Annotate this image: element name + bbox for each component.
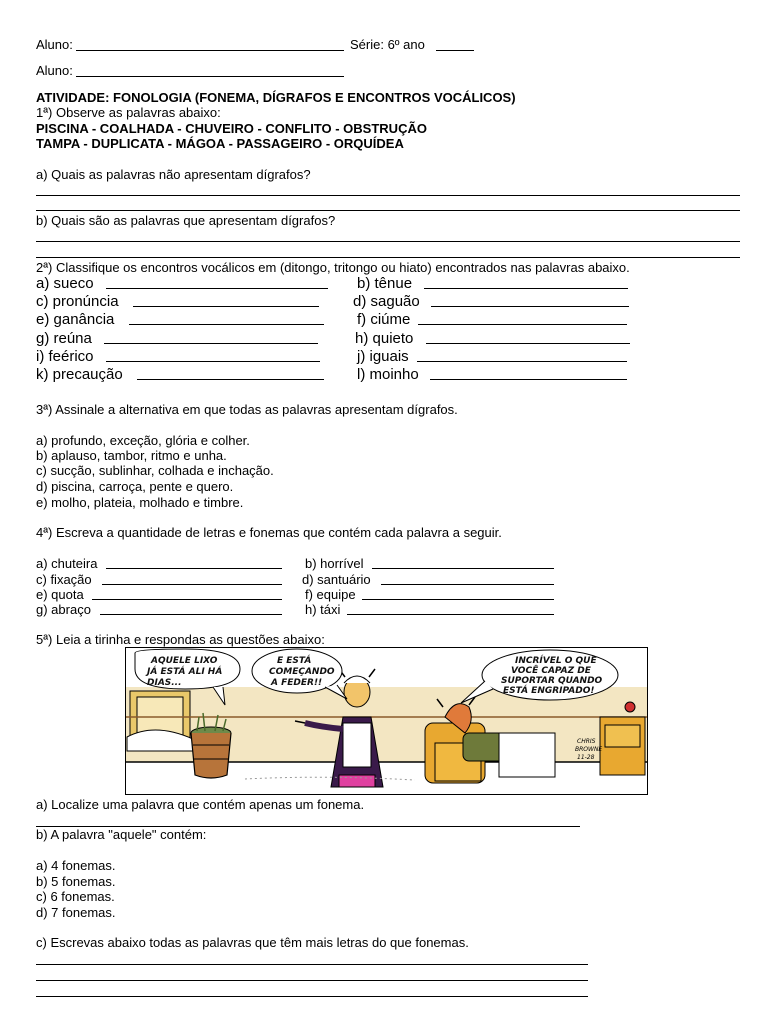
signature-line-1: CHRIS — [577, 738, 596, 745]
comic-strip — [125, 647, 648, 795]
aluno-name-field-1[interactable] — [76, 38, 344, 51]
q2-item-l — [357, 366, 419, 383]
q4-item-a: a) chuteira — [36, 556, 98, 571]
aluno-label-2: Aluno: — [36, 63, 73, 78]
q2-item-label: e) ganância — [36, 311, 115, 328]
q2-answer-j[interactable] — [417, 349, 627, 362]
q2-item-d — [353, 293, 420, 310]
q5-b-option-c[interactable]: c) 6 fonemas. — [36, 889, 115, 904]
q3-option-b[interactable]: b) aplauso, tambor, ritmo e unha. — [36, 448, 227, 463]
q4-answer-a[interactable] — [106, 556, 282, 569]
q2-item-k — [36, 366, 123, 383]
q4-item-e: e) quota — [36, 587, 84, 602]
q2-answer-f[interactable] — [418, 312, 627, 325]
bubble3-line-1: INCRÍVEL O QUE — [515, 656, 597, 666]
bubble3-line-2: VOCÊ CAPAZ DE — [511, 666, 591, 676]
q2-item-f — [357, 311, 410, 328]
q4-prompt: 4ª) Escreva a quantidade de letras e fonemas que contém cada palavra a seguir. — [36, 525, 502, 540]
q4-item-c: c) fixação — [36, 572, 92, 587]
q4-answer-h[interactable] — [347, 602, 554, 615]
bubble2-line-1: E ESTÁ — [277, 656, 312, 666]
aluno-name-field-2[interactable] — [76, 64, 344, 77]
q2-item-c — [36, 293, 119, 310]
q3-option-a[interactable]: a) profundo, exceção, glória e colher. — [36, 433, 250, 448]
signature-line-2: BROWNE — [575, 746, 603, 753]
q2-answer-b[interactable] — [424, 276, 628, 289]
q5-prompt: 5ª) Leia a tirinha e respondas as questões abaixo: — [36, 632, 325, 647]
q2-item-label: i) feérico — [36, 348, 94, 365]
q2-item-label: l) moinho — [357, 366, 419, 383]
q4-answer-f[interactable] — [362, 587, 554, 600]
q2-answer-a[interactable] — [106, 276, 328, 289]
q2-item-b — [357, 275, 412, 292]
answer-line[interactable] — [36, 241, 740, 242]
aluno-label-1: Aluno: — [36, 37, 73, 52]
answer-line[interactable] — [36, 996, 588, 997]
q4-item-f: f) equipe — [305, 587, 356, 602]
bubble1-line-2: JÁ ESTÁ ALI HÁ — [147, 667, 223, 677]
q2-prompt: 2ª) Classifique os encontros vocálicos em (ditongo, tritongo ou hiato) encontrados nas palavras abaixo. — [36, 260, 630, 275]
answer-line[interactable] — [36, 257, 740, 258]
q4-answer-g[interactable] — [100, 602, 282, 615]
q2-item-g — [36, 330, 92, 347]
q4-answer-d[interactable] — [381, 572, 554, 585]
q2-item-label: b) tênue — [357, 275, 413, 292]
q2-answer-h[interactable] — [426, 331, 630, 344]
q5-question-c: c) Escrevas abaixo todas as palavras que têm mais letras do que fonemas. — [36, 935, 469, 950]
q5-question-b: b) A palavra "aquele" contém: — [36, 827, 207, 842]
q1-prompt: 1ª) Observe as palavras abaixo: — [36, 105, 221, 120]
q3-option-d[interactable]: d) piscina, carroça, pente e quero. — [36, 479, 234, 494]
q3-option-e[interactable]: e) molho, plateia, molhado e timbre. — [36, 495, 244, 510]
q2-item-h — [355, 330, 413, 347]
q1-question-a: a) Quais as palavras não apresentam dígrafos? — [36, 167, 311, 182]
serie-label: Série: 6º ano — [350, 37, 425, 52]
answer-line[interactable] — [36, 195, 740, 196]
q2-item-label: g) reúna — [36, 330, 92, 347]
q2-item-label: c) pronúncia — [36, 293, 119, 310]
bubble3-line-3: SUPORTAR QUANDO — [501, 676, 603, 686]
q2-item-e — [36, 311, 114, 328]
q4-item-b: b) horrível — [305, 556, 364, 571]
q2-item-j — [357, 348, 409, 365]
activity-title: ATIVIDADE: FONOLOGIA (FONEMA, DÍGRAFOS E ENCONTROS VOCÁLICOS) — [36, 90, 516, 105]
q2-answer-g[interactable] — [104, 331, 318, 344]
q2-item-label: k) precaução — [36, 366, 123, 383]
q3-prompt: 3ª) Assinale a alternativa em que todas as palavras apresentam dígrafos. — [36, 402, 458, 417]
q2-item-label: a) sueco — [36, 275, 94, 292]
q5-b-option-a[interactable]: a) 4 fonemas. — [36, 858, 116, 873]
q4-answer-e[interactable] — [92, 587, 282, 600]
q2-answer-k[interactable] — [137, 367, 324, 380]
serie-field[interactable] — [436, 38, 474, 51]
q1-words-line-2: TAMPA - DUPLICATA - MÁGOA - PASSAGEIRO - ORQUÍDEA — [36, 136, 404, 151]
answer-line[interactable] — [36, 964, 588, 965]
q4-answer-b[interactable] — [372, 556, 554, 569]
q2-item-label: j) iguais — [357, 348, 409, 365]
q5-question-a: a) Localize uma palavra que contém apenas um fonema. — [36, 797, 365, 812]
q3-option-c[interactable]: c) sucção, sublinhar, colhada e inchação. — [36, 463, 274, 478]
q5-b-option-b[interactable]: b) 5 fonemas. — [36, 874, 116, 889]
bubble3-line-4: ESTÁ ENGRIPADO! — [503, 686, 595, 696]
q2-answer-c[interactable] — [133, 294, 319, 307]
q2-item-label: d) saguão — [353, 293, 420, 310]
q1-words-line-1: PISCINA - COALHADA - CHUVEIRO - CONFLITO - OBSTRUÇÃO — [36, 121, 427, 136]
q5-b-option-d[interactable]: d) 7 fonemas. — [36, 905, 116, 920]
bubble2-line-2: COMEÇANDO — [269, 667, 335, 677]
q4-answer-c[interactable] — [102, 572, 282, 585]
signature-line-3: 11-28 — [577, 754, 595, 761]
q2-item-i — [36, 348, 94, 365]
q4-item-g: g) abraço — [36, 602, 91, 617]
bubble1-line-3: DIAS... — [147, 678, 182, 688]
q2-item-a — [36, 275, 94, 292]
q1-question-b: b) Quais são as palavras que apresentam dígrafos? — [36, 213, 336, 228]
bubble2-line-3: A FEDER!! — [271, 678, 323, 688]
bubble1-line-1: AQUELE LIXO — [151, 656, 218, 666]
answer-line[interactable] — [36, 210, 740, 211]
q4-item-h: h) táxi — [305, 602, 341, 617]
q2-answer-l[interactable] — [430, 367, 627, 380]
answer-line[interactable] — [36, 980, 588, 981]
q2-answer-e[interactable] — [129, 312, 324, 325]
q2-item-label: h) quieto — [355, 330, 414, 347]
q2-item-label: f) ciúme — [357, 311, 411, 328]
q2-answer-d[interactable] — [431, 294, 629, 307]
q4-item-d: d) santuário — [302, 572, 371, 587]
q2-answer-i[interactable] — [106, 349, 320, 362]
